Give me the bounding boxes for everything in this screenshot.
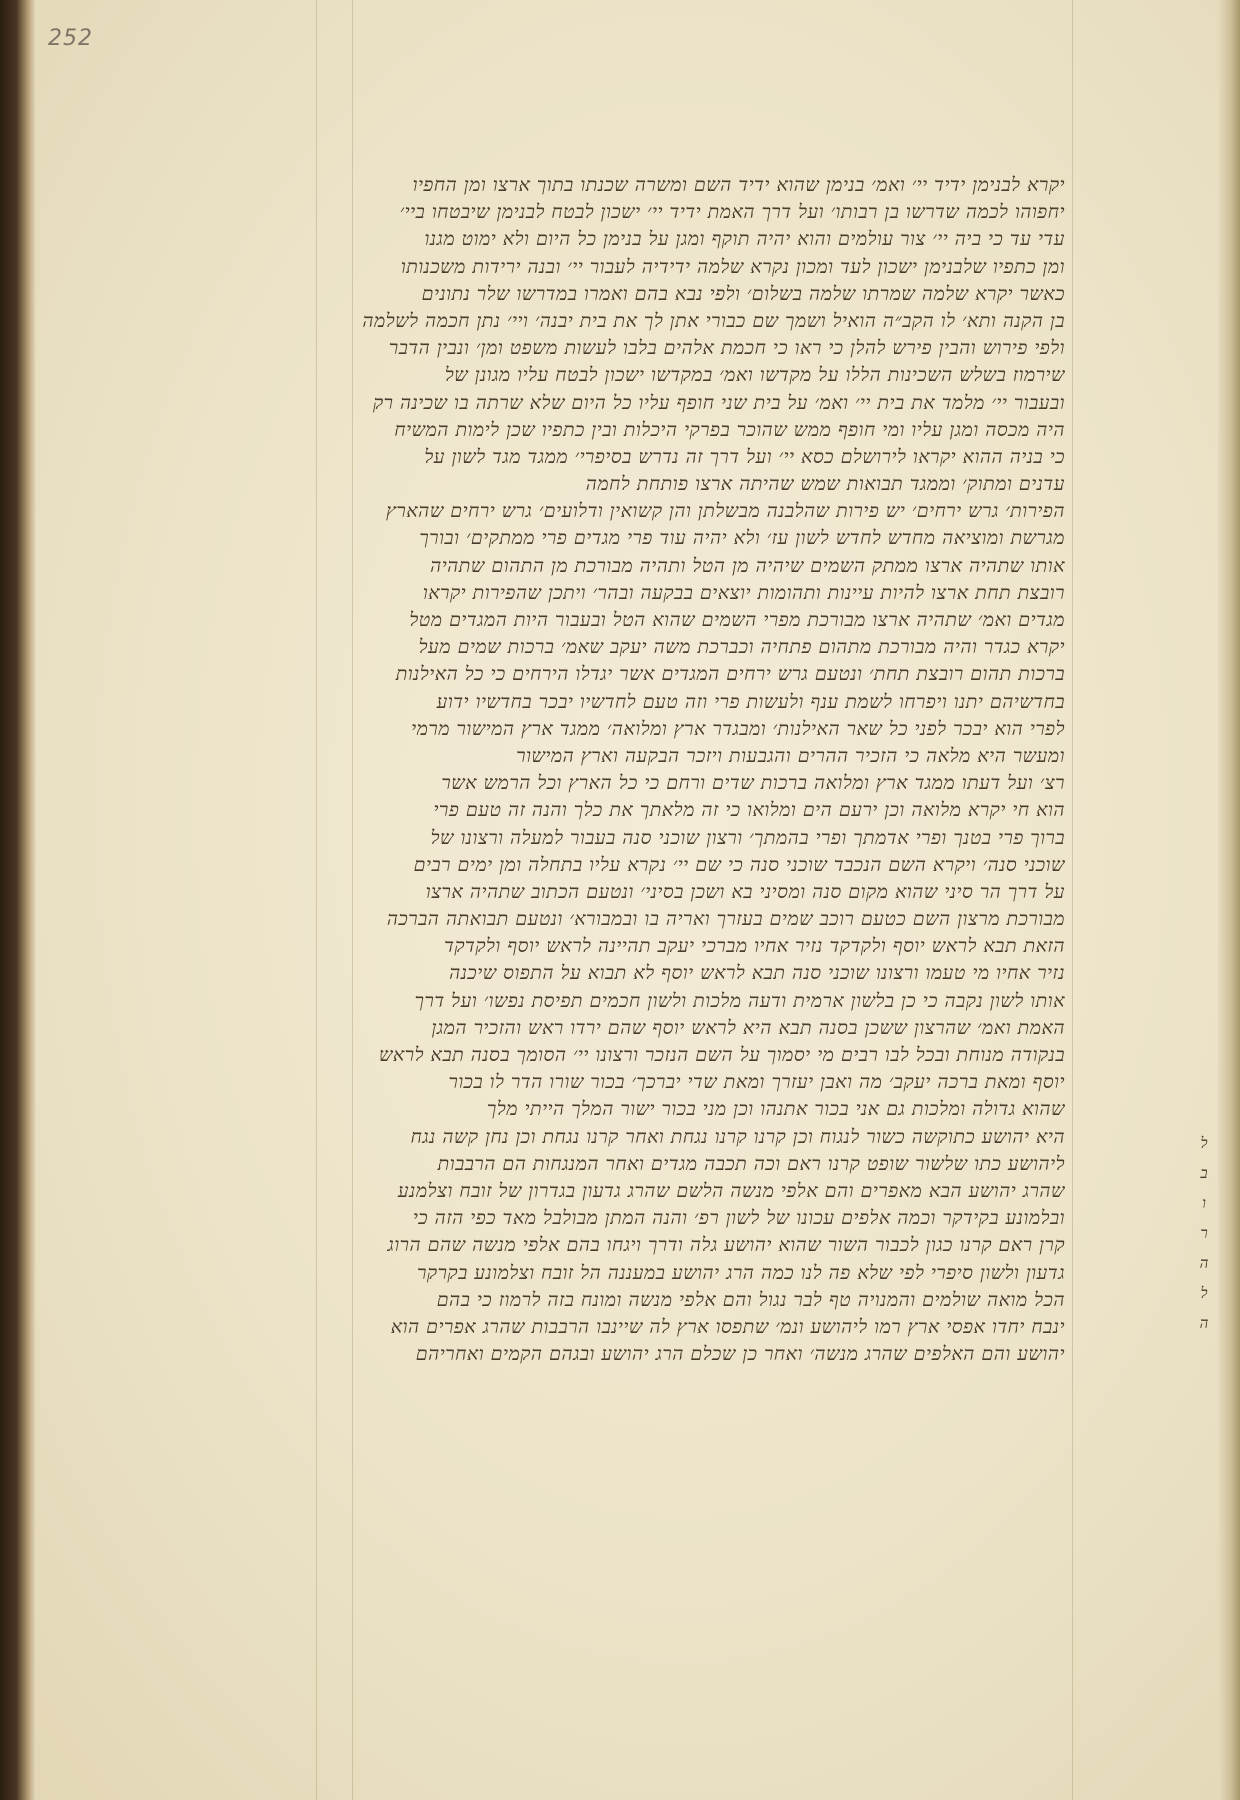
page-edge — [1218, 0, 1240, 1800]
text-line: ובעבור יי׳ מלמד את בית יי׳ ואמ׳ על בית שני חופף עליו כל היום שלא שרתה בו שכינה רק — [372, 391, 1065, 414]
margin-glyph: ה — [1199, 1314, 1209, 1332]
margin-glyph: ו — [1202, 1194, 1206, 1212]
text-line: בן הקנה ותא׳ לו הקב״ה הואיל ושמך שם כבורי אתן לך את בית יבנה׳ ויי׳ נתן חכמה לשלמה — [362, 309, 1065, 332]
text-line: כי בניה ההוא יקראו לירושלם כסא יי׳ ועל דרך זה נדרש בסיפרי׳ ממגד מגד לשון על — [424, 445, 1065, 468]
text-line: יהושע והם האלפים שהרג מנשה׳ ואחר כן שכלם הרג יהושע ובגהם הקמים ואחריהם — [415, 1343, 1065, 1366]
hebrew-text-block — [335, 172, 1065, 1366]
margin-glyph: ל — [1200, 1284, 1208, 1302]
text-line: יקרא לבנימן ידיד יי׳ ואמ׳ בנימן שהוא ידיד השם ומשרה שכנתו בתוך ארצו ומן החפיו — [412, 174, 1065, 196]
text-line: רצ׳ ועל דעתו ממגד ארץ ומלואה ברכות שדים ורחם כי כל הארץ וכל הרמש אשר — [441, 772, 1065, 795]
binding-spine — [0, 0, 36, 1800]
text-line: על דרך הר סיני שהוא מקום סנה ומסיני בא ושכן בסיני׳ ונטעם הכתוב שתהיה ארצו — [425, 880, 1065, 903]
text-line: הזאת תבא לראש יוסף ולקדקד נזיר אחיו מברכי יעקב תהיינה לראש יוסף ולקדקד — [444, 935, 1065, 958]
text-line: היא יהושע כתוקשה כשור לנגוח וכן קרנו קרנו נגחת ואחר קרנו נגחת וכן נחן קשה נגח — [410, 1125, 1065, 1148]
margin-notes — [1194, 1128, 1214, 1338]
text-line: עדנים ומתוק׳ וממגד תבואות שמש שהיתה ארצו פותחת לחמה — [585, 473, 1065, 496]
text-line: יחפוהו לכמה שדרשו בן רבותו׳ ועל דרך האמת ידיד יי׳ ישכון לבטח לבנימן שיבטחו ביי׳ — [399, 201, 1065, 224]
text-line: גדעון ולשון סיפרי לפי שלא פה לנו כמה הרג יהושע במעננה הל זובח וצלמונע בקרקר — [417, 1261, 1065, 1284]
text-line: לפרי הוא יבכר לפני כל שאר האילנות׳ ומבגדר ארץ ומלואה׳ ממגד ארץ המישור מרמי — [411, 717, 1065, 740]
folio-number: 252 — [48, 26, 93, 51]
text-line: ומעשר היא מלאה כי הזכיר ההרים והגבעות ויזכר הבקעה וארץ המישור — [516, 744, 1065, 767]
margin-glyph: ל — [1200, 1134, 1208, 1152]
text-line: קרן ראם קרנו כגון לכבור השור שהוא יהושע גלה ודרך ויגחו בהם אלפי מנשה שהם הרוג — [387, 1234, 1065, 1257]
text-line: יקרא כגדר והיה מבורכת מתהום פתחיה וכברכת משה יעקב שאמ׳ ברכות שמים מעל — [418, 636, 1065, 659]
text-line: מגדים ואמ׳ שתהיה ארצו מבורכת מפרי השמים שהוא הטל ובעבור היות המגדים מטל — [409, 609, 1065, 631]
text-line: בחדשיהם יתנו ויפרחו לשמת ענף ולעשות פרי וזה טעם לחדשיו יבכר בחדשיו ידוע — [436, 690, 1065, 713]
text-line: הוא חי יקרא מלואה וכן ירעם הים ומלואו כי זה מלאתך את כלך והנה זה טעם פרי — [433, 799, 1065, 822]
text-line: ומן כתפיו שלבנימן ישכון לעד ומכון נקרא שלמה ידידיה לעבור יי׳ ובנה ירידות משכנותו — [400, 255, 1065, 278]
text-line: שוכני סנה׳ ויקרא השם הנכבד שוכני סנה כי שם יי׳ נקרא עליו בתחלה ומן ימים רבים — [413, 853, 1065, 876]
ruling-line-left — [316, 0, 317, 1800]
text-line: בנקודה מנוחת ובכל לבו רבים מי יסמוך על השם הנזכר ורצונו יי׳ הסומך בסנה תבא לראש — [378, 1044, 1065, 1066]
text-line: ליהושע כתו שלשור שופט קרנו ראם וכה תכבה מגדים ואחר המנגחות הם הרבבות — [437, 1152, 1065, 1175]
text-line: הפירות׳ גרש ירחים׳ יש פירות שהלבנה מבשלתן והן קשואין ודלועים׳ גרש ירחים שהארץ — [386, 500, 1065, 523]
text-line: נזיר אחיו מי טעמו ורצונו שוכני סנה תבא לראש יוסף לא תבוא על התפוס שיכנה — [449, 962, 1065, 985]
text-line: יוסף ומאת ברכה יעקב׳ מה ואבן יעזרך ומאת שדי יברכך׳ בכור שורו הדר לו בכור — [448, 1071, 1065, 1094]
text-line: כאשר יקרא שלמה שמרתו שלמה בשלום׳ ולפי נבא בהם ואמרו במדרשו שלר נתונים — [421, 282, 1065, 305]
ruling-line-right — [1072, 0, 1073, 1800]
text-line: ובלמונע בקידקר וכמה אלפים עכונו של לשון רפ׳ והנה המתן מבולבל מאד כפי הזה כי — [412, 1207, 1065, 1230]
text-line: עדי עד כי ביה יי׳ צור עולמים והוא יהיה תוקף ומגן על בנימן כל היום ולא ימוט מגנו — [424, 228, 1065, 251]
text-line: ולפי פירוש והבין פירש להלן כי ראו כי חכמת אלהים בלבו לעשות משפט ומן׳ ונבין הדבר — [388, 337, 1065, 360]
margin-glyph: ב — [1200, 1164, 1208, 1182]
text-line: שהוא גדולה ומלכות גם אני בכור אתנהו וכן מני בכור ישור המלך הייתי מלך — [486, 1098, 1065, 1121]
text-line: מבורכת מרצון השם כטעם רוכב שמים בעזרך ואריה בו ובמבורא׳ ונטעם תבואתה הברכה — [386, 908, 1065, 931]
text-line: ינבח יחדו אפסי ארץ רמו ליהושע ונמ׳ שתפסו ארץ לה שיינבו הרבבות שהרג אפרים הוא — [390, 1315, 1065, 1338]
text-line: רובצת תחת ארצו להיות עיינות ותהומות יוצאים בבקעה ובהר׳ ויתכן שהפירות יקראו — [422, 581, 1065, 604]
text-line: אותו שתהיה ארצו ממתק השמים שיהיה מן הטל ותהיה מבורכת מן התהום שתהיה — [430, 554, 1065, 577]
margin-glyph: ר — [1200, 1224, 1208, 1242]
text-line: היה מכסה ומגן עליו ומי חופף ממש שהוכר בפרקי היכלות ובין כתפיו שכן לימות המשיח — [394, 418, 1065, 441]
text-line: שירמוז בשלש השכינות הללו על מקדשו ואמ׳ במקדשו ישכון לבטח עליו מגונן של — [444, 364, 1065, 387]
margin-glyph: ה — [1199, 1254, 1209, 1272]
text-line: האמת ואמ׳ שהרצון ששכן בסנה תבא היא לראש יוסף שהם ירדו ראש והזכיר המגן — [431, 1016, 1065, 1039]
text-line: אותו לשון נקבה כי כן בלשון ארמית ודעה מלכות ולשון חכמים תפיסת נפשו׳ ועל דרך — [414, 989, 1065, 1012]
text-line: מגרשת ומוציאה מחדש לחדש לשון עז׳ ולא יהיה עוד פרי מגדים פרי ממתקים׳ ובורך — [419, 527, 1065, 550]
text-line: שהרג יהושע הבא מאפרים והם אלפי מנשה הלשם שהרג גדעון בגדרון של זובח וצלמנע — [397, 1179, 1065, 1202]
text-line: ברוך פרי בטנך ופרי אדמתך ופרי בהמתך׳ ורצון שוכני סנה בעבור למעלה ורצונו של — [430, 826, 1065, 849]
text-line: הכל מואה שולמים והמנויה טף לבר נגול והם אלפי מנשה ומונח בזה לרמוז כי בהם — [436, 1288, 1065, 1311]
text-line: ברכות תהום רובצת תחת׳ ונטעם גרש ירחים המגדים אשר יגדלו הירחים כי כל האילנות — [395, 663, 1065, 686]
